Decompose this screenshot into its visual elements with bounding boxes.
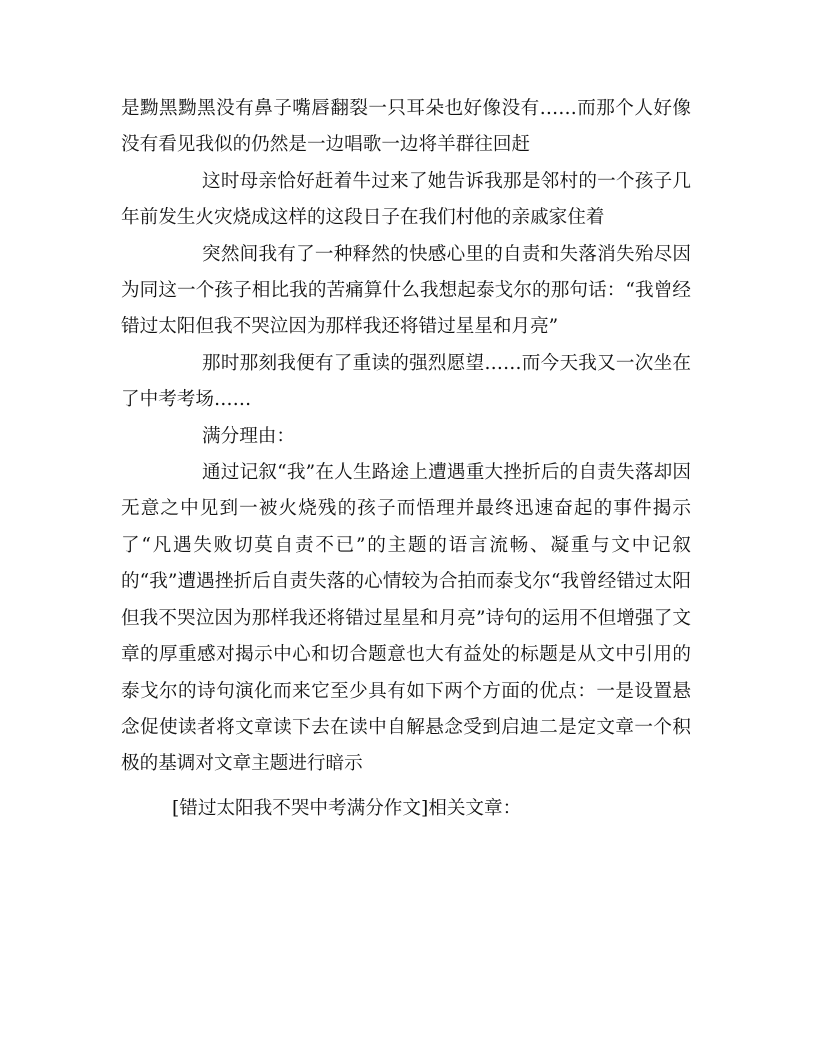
paragraph-4: 那时那刻我便有了重读的强烈愿望……而今天我又一次坐在了中考考场…… bbox=[121, 352, 691, 411]
related-articles-heading: [错过太阳我不哭中考满分作文]相关文章： bbox=[172, 798, 522, 819]
document-page bbox=[121, 91, 691, 819]
paragraph-1: 是黝黑黝黑没有鼻子嘴唇翻裂一只耳朵也好像没有……而那个人好像没有看见我似的仍然是一边唱歌一边将羊群往回赶 bbox=[121, 98, 691, 156]
paragraph-2: 这时母亲恰好赶着牛过来了她告诉我那是邻村的一个孩子几年前发生火灾烧成这样的这段日子在我们村他的亲戚家住着 bbox=[121, 170, 691, 229]
paragraph-commentary: 通过记叙“我”在人生路途上遭遇重大挫折后的自责失落却因无意之中见到一被火烧残的孩子而悟理并最终迅速奋起的事件揭示了“凡遇失败切莫自责不已”的主题的语言流畅、凝重与文中记叙的“我”遭遇挫折后自责失落的心情较为合拍而泰戈尔“我曾经错过太阳但我不哭泣因为那样我还将错过星星和月亮”诗句的运用不但增强了文章的厚重感对揭示中心和切合题意也大有益处的标题是从文中引用的泰戈尔的诗句演化而来它至少具有如下两个方面的优点：一是设置悬念促使读者将文章读下去在读中自解悬念受到启迪二是定文章一个积极的基调对文章主题进行暗示 bbox=[121, 462, 691, 775]
section-heading-full-marks-reason: 满分理由： bbox=[202, 425, 295, 447]
paragraph-3: 突然间我有了一种释然的快感心里的自责和失落消失殆尽因为同这一个孩子相比我的苦痛算什么我想起泰戈尔的那句话：“我曾经错过太阳但我不哭泣因为那样我还将错过星星和月亮” bbox=[121, 243, 691, 338]
